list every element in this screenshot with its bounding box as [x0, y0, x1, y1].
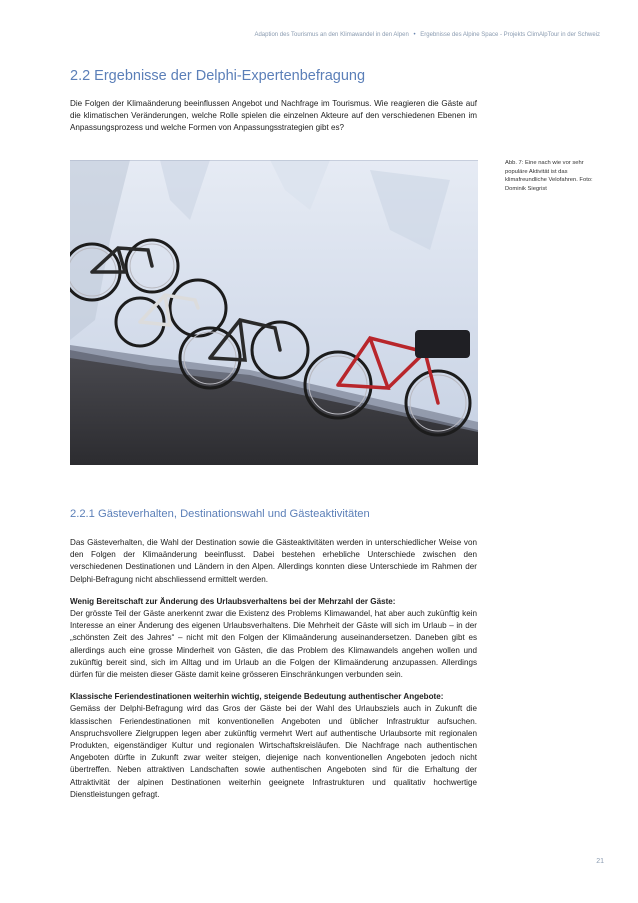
- paragraph: [70, 691, 477, 801]
- figure-caption: Abb. 7: Eine nach wie vor sehr populäre Aktivität ist das klimafreundliche Velofahren. Foto: Dominik Siegrist: [505, 160, 593, 192]
- bicycles-against-snow-wall-image: [70, 160, 478, 465]
- section-intro: Die Folgen der Klimaänderung beeinflussen Angebot und Nachfrage im Tourismus. Wie reagieren die Gäste auf die klimatischen Veränderungen, welche Rolle spielen die einzelnen Akteure auf den verschiedenen Ebenen im Anpassungsprozess und welche Formen von Anpassungsstrategien gibt es?: [70, 99, 477, 133]
- running-head-separator: •: [413, 32, 416, 38]
- page-number: 21: [596, 858, 604, 865]
- running-head: [60, 32, 600, 38]
- paragraph: [70, 537, 477, 586]
- paragraph-text: Der grösste Teil der Gäste anerkennt zwar die Existenz des Problems Klimawandel, hat aber auch zukünftig kein Interesse an einer Änderung des eigenen Urlaubsverhaltens. Die Mehrheit der Gäste will sich im Urlaub – in der „schönsten Zeit des Jahres“ – nicht mit den Folgen der Klimaänderung auseinandersetzen. Daneben gibt es allerdings auch eine grosse Minderheit von Gästen, die das Problem des Klimawandels angehen wollen und zukünftig bereit sind, sich im Alltag und im Urlaub an die Folgen der Klimaänderung anzupassen. Allerdings dürfen für die meisten dieser Gäste damit keine grösseren Einschränkungen verbunden sein.: [70, 609, 477, 680]
- figure-photo: [70, 160, 478, 465]
- section-title: 2.2 Ergebnisse der Delphi-Expertenbefragung: [70, 68, 366, 84]
- subsection-body: [70, 537, 477, 811]
- running-head-title: Adaption des Tourismus an den Klimawandel in den Alpen: [254, 32, 409, 38]
- running-head-subtitle: Ergebnisse des Alpine Space - Projekts ClimAlpTour in der Schweiz: [420, 32, 600, 38]
- paragraph: [70, 596, 477, 681]
- paragraph-text: Das Gästeverhalten, die Wahl der Destination sowie die Gästeaktivitäten werden in unterschiedlicher Weise von den Folgen der Klimaänderung beeinflusst. Dabei bestehen erhebliche Unterschiede zwischen den verschiedenen Destinationen und Ländern in den Alpen. Allerdings konnten diese Unterschiede im Rahmen der Delphi-Befragung nicht abschliessend ermittelt werden.: [70, 538, 477, 584]
- paragraph-heading: Wenig Bereitschaft zur Änderung des Urlaubsverhaltens bei der Mehrzahl der Gäste:: [70, 596, 396, 606]
- subsection-title: 2.2.1 Gästeverhalten, Destinationswahl und Gästeaktivitäten: [70, 508, 370, 520]
- paragraph-text: Gemäss der Delphi-Befragung wird das Gros der Gäste bei der Wahl des Urlaubsziels auch in Zukunft die klassischen Feriendestinationen mit konventionellen Angeboten und üblicher Infrastruktur aufsuchen. Anspruchsvollere Zielgruppen legen aber zukünftig vermehrt Wert auf authentische Urlaubsorte mit regionalen Produkten, eigenständiger Kultur und regionalen Wirtschaftskreisläufen. Die Nachfrage nach authentischen Angeboten dürfte in Zukunft zwar weiter steigen, diejenige nach konventionellen Angeboten jedoch nicht übertreffen. Neben attraktiven Landschaften sowie authentischen Angeboten sind für die Erhaltung der Attraktivität der alpinen Destinationen weiterhin geeignete Infrastrukturen und qualitativ hochwertige Dienstleistungen gefragt.: [70, 704, 477, 799]
- paragraph-heading: Klassische Feriendestinationen weiterhin wichtig, steigende Bedeutung authentischer Angebote:: [70, 692, 444, 702]
